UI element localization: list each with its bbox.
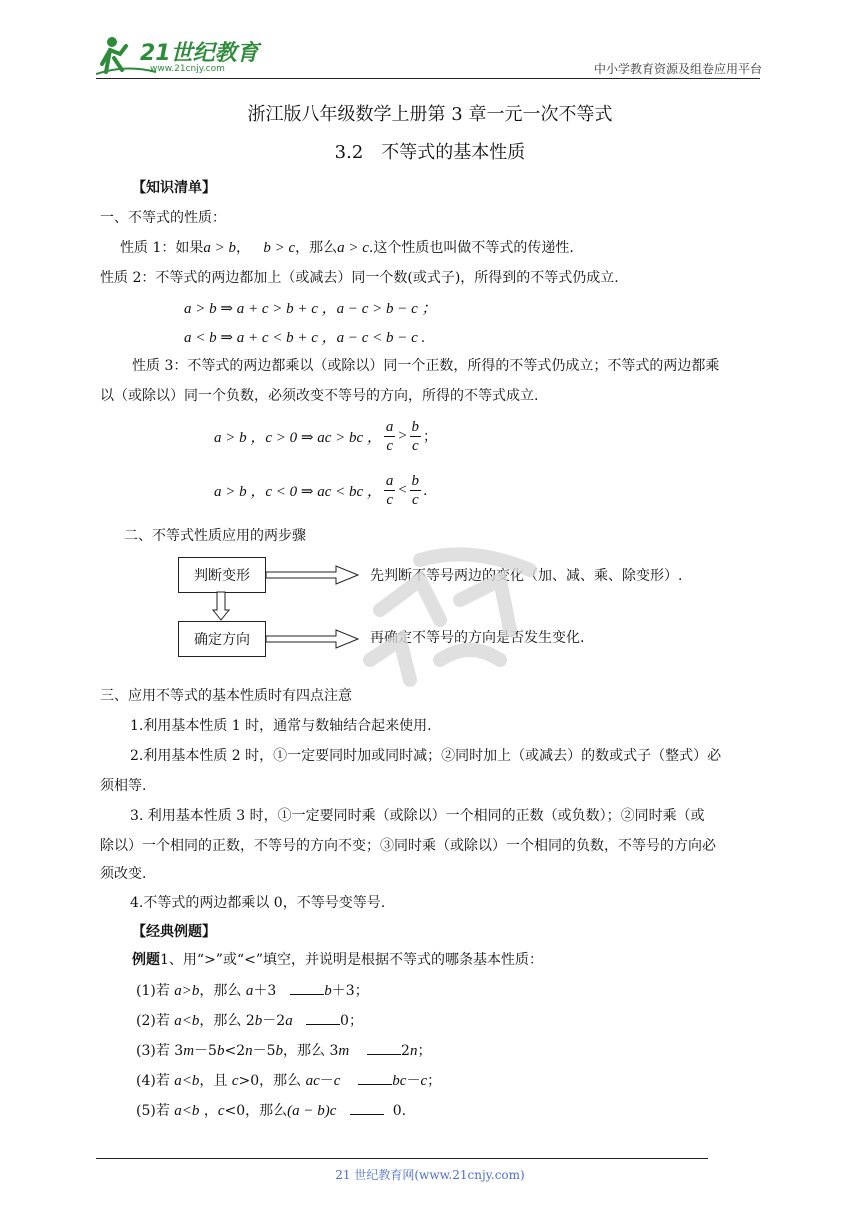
property1-line: 性质 1：如果a > b， b > c，那么a > c.这个性质也叫做不等式的传递性.	[120, 240, 574, 256]
answer-blank[interactable]	[350, 1100, 384, 1115]
answer-blank[interactable]	[358, 1070, 392, 1085]
part1-heading: 一、不等式的性质：	[100, 210, 226, 226]
logo	[96, 34, 266, 78]
footer-divider	[96, 1158, 708, 1159]
note-2-line-1: 2.利用基本性质 2 时，①一定要同时加或同时减；②同时加上（或减去）的数或式子（整式）必	[130, 748, 722, 764]
property3-line-1: 性质 3：不等式的两边都乘以（或除以）同一个正数，所得的不等式仍成立；不等式的两边都乘	[132, 358, 720, 374]
example1-q3: (3)若 3m－5b<2n－5b，那么 3m 2n；	[136, 1040, 431, 1061]
property3-formula-2: a > b ，c < 0 ⇒ ac < bc ， $\frac{a}{c}$ < $\frac{b}{c}$ .	[214, 473, 428, 508]
logo-url: www.21cnjy.com	[150, 64, 225, 74]
footer-link[interactable]: 21 世纪教育网(www.21cnjy.com)	[335, 1168, 525, 1182]
page-title: 浙江版八年级数学上册第 3 章一元一次不等式	[247, 104, 613, 125]
property2-line: 性质 2：不等式的两边都加上（或减去）同一个数(或式子)，所得到的不等式仍成立.	[100, 270, 619, 286]
header-divider	[96, 78, 760, 79]
part2-heading: 二、不等式性质应用的两步骤	[124, 528, 306, 544]
example1-q1: (1)若 a>b，那么 a＋3 b＋3；	[136, 980, 369, 1001]
watermark-icon	[360, 540, 560, 690]
example1-instruction: 例题1、用“>”或“<”填空，并说明是根据不等式的哪条基本性质：	[132, 952, 543, 968]
note-3-line-1: 3. 利用基本性质 3 时，①一定要同时乘（或除以）一个相同的正数（或负数）；②同时乘（或	[130, 808, 705, 824]
property3-formula-1: a > b ，c > 0 ⇒ ac > bc ， $\frac{a}{c}$ > $\frac{b}{c}$ ；	[214, 419, 438, 454]
logo-text: 21世纪教育	[140, 41, 259, 66]
fraction-a-over-c: $\frac{a}{c}$	[385, 419, 394, 454]
page-subtitle: 3.2 不等式的基本性质	[334, 142, 526, 163]
flow-arrows-icon	[200, 560, 370, 660]
note-3-line-2: 除以）一个相同的正数，不等号的方向不变；③同时乘（或除以）一个相同的负数，不等号的方向必	[100, 838, 716, 854]
header-platform-text: 中小学教育资源及组卷应用平台	[593, 62, 762, 76]
property2-formula-1: a > b ⇒ a + c > b + c ，a − c > b − c ；	[184, 301, 437, 317]
example1-q4: (4)若 a<b，且 c>0，那么 ac－c bc－c；	[136, 1070, 441, 1091]
fraction-a-over-c: $\frac{a}{c}$	[385, 473, 394, 508]
property2-formula-2: a < b ⇒ a + c < b + c ，a − c < b − c .	[184, 330, 426, 346]
answer-blank[interactable]	[290, 980, 324, 995]
section-examples: 【经典例题】	[132, 924, 216, 940]
property3-line-2: 以（或除以）同一个负数，必须改变不等号的方向，所得的不等式成立.	[100, 388, 539, 404]
fraction-b-over-c: $\frac{b}{c}$	[411, 419, 420, 454]
part3-heading: 三、应用不等式的基本性质时有四点注意	[100, 688, 352, 704]
step-direction-text: 再确定不等号的方向是否发生变化.	[370, 630, 585, 646]
example1-q2: (2)若 a<b，那么 2b－2a 0；	[136, 1010, 363, 1031]
step-direction-box: 确定方向	[178, 621, 266, 657]
step-judge-text: 先判断不等号两边的变化（加、减、乘、除变形）.	[370, 568, 683, 584]
section-knowledge: 【知识清单】	[132, 180, 216, 196]
answer-blank[interactable]	[306, 1010, 340, 1025]
answer-blank[interactable]	[367, 1040, 401, 1055]
note-4: 4.不等式的两边都乘以 0，不等号变等号.	[130, 895, 386, 911]
fraction-b-over-c: $\frac{b}{c}$	[411, 473, 420, 508]
note-1: 1.利用基本性质 1 时，通常与数轴结合起来使用.	[130, 718, 432, 734]
example1-q5: (5)若 a<b ，c<0，那么(a − b)c 0.	[136, 1100, 406, 1121]
note-2-line-2: 须相等.	[100, 778, 147, 794]
step-judge-box: 判断变形	[178, 557, 266, 593]
note-3-line-3: 须改变.	[100, 866, 147, 882]
